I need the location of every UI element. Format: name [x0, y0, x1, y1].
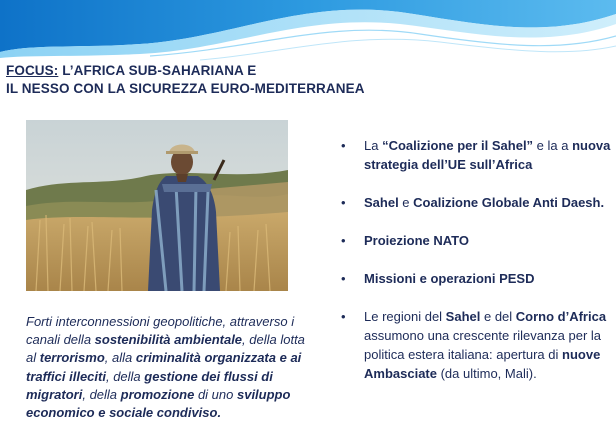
bullet-text: Le regioni del: [364, 309, 446, 324]
caption-emphasis: promozione: [120, 386, 195, 402]
caption-emphasis: gestione dei flussi di migratori: [26, 368, 273, 402]
farmer-photo-illustration: [26, 120, 288, 291]
focus-label: FOCUS:: [6, 63, 59, 78]
bullet-text: e: [398, 195, 414, 210]
bullet-marker: •: [341, 309, 346, 324]
bullet-emphasis: Missioni e operazioni PESD: [364, 271, 535, 286]
bullet-item-nato: [338, 231, 613, 250]
caption-segment: Forti interconnessioni geopolitiche, attraverso i canali della: [26, 314, 295, 348]
caption-text: [26, 313, 316, 422]
caption-emphasis: sostenibilità ambientale: [94, 332, 243, 348]
bullet-marker: •: [341, 271, 346, 286]
page-title: [6, 62, 365, 98]
bullet-emphasis: Coalizione Globale Anti Daesh.: [413, 195, 605, 210]
topic-bullet-list: [338, 136, 613, 383]
bullet-marker: •: [341, 233, 346, 248]
bullet-emphasis: Sahel: [364, 195, 399, 210]
bullet-emphasis: “Coalizione per il Sahel”: [382, 138, 534, 153]
bullet-text: (da ultimo, Mali).: [436, 366, 537, 381]
caption-emphasis: sviluppo economico e sociale condiviso.: [26, 386, 291, 421]
bullet-marker: •: [341, 138, 346, 153]
bullet-item-pesd: [338, 269, 613, 288]
caption-segment: di uno: [194, 386, 237, 402]
caption-emphasis: terrorismo: [39, 350, 105, 366]
bullet-item-sahel-coalition: [338, 136, 613, 174]
bullet-emphasis: Corno d’Africa: [515, 309, 607, 324]
caption-segment: , alla: [104, 350, 136, 366]
bullet-text: e la a: [533, 138, 573, 153]
caption-segment: , della: [105, 368, 145, 384]
bullet-text: assumono una crescente rilevanza per la politica estera italiana: apertura di: [364, 328, 602, 362]
bullet-emphasis: Sahel: [445, 309, 481, 324]
bullet-item-regions: [338, 307, 613, 383]
bullet-emphasis: nuove Ambasciate: [364, 347, 601, 381]
caption-segment: , della lotta al: [26, 332, 305, 366]
bullet-marker: •: [341, 195, 346, 210]
bullet-text: La: [364, 138, 383, 153]
bullet-emphasis: nuova strategia dell’UE sull’Africa: [364, 138, 611, 172]
caption-emphasis: criminalità organizzata e ai traffici illeciti: [26, 350, 302, 384]
bullet-text: e del: [480, 309, 516, 324]
title-line-1: L’AFRICA SUB-SAHARIANA E: [58, 63, 257, 78]
bullet-item-anti-daesh: [338, 193, 613, 212]
bullet-emphasis: Proiezione NATO: [364, 233, 469, 248]
farmer-photo: [26, 120, 288, 291]
caption-segment: , della: [82, 386, 121, 402]
title-line-2: IL NESSO CON LA SICUREZZA EURO-MEDITERRANEA: [6, 81, 365, 96]
